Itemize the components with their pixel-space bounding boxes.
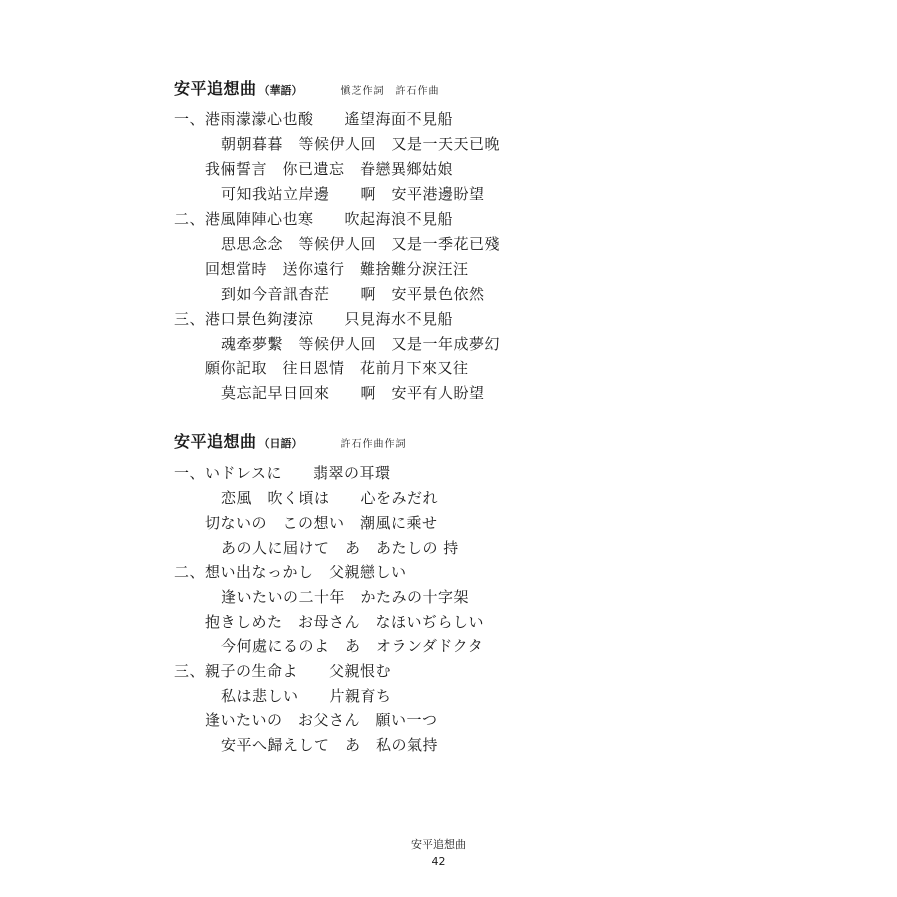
japanese-line: 今何處にるのよ あ オランダドクタ [221,637,484,655]
japanese-line: 安平へ歸えして あ 私の氣持 [221,736,439,754]
mandarin-line: 莫忘記早日回來 啊 安平有人盼望 [221,384,485,402]
mandarin-line: 思思念念 等候伊人回 又是一季花已殘 [221,235,501,253]
mandarin-line: 我倆誓言 你已遺忘 眷戀異鄉姑娘 [205,160,454,178]
japanese-line: 切ないの この想い 潮風に乘せ [205,514,438,532]
footer-title: 安平追想曲 [411,838,466,851]
japanese-line: 逢いたいの二十年 かたみの十字架 [221,588,470,606]
japanese-line: 一、いドレスに 翡翠の耳環 [174,464,391,482]
japanese-line: 私は悲しい 片親育ち [221,687,392,705]
mandarin-line: 一、港雨濛濛心也酸 遙望海面不見船 [174,110,454,128]
mandarin-line: 可知我站立岸邊 啊 安平港邊盼望 [221,185,485,203]
japanese-line: 三、親子の生命よ 父親恨む [174,662,392,680]
mandarin-line: 朝朝暮暮 等候伊人回 又是一天天已晚 [221,135,501,153]
mandarin-line: 到如今音訊杳茫 啊 安平景色依然 [221,285,485,303]
japanese-line: 抱きしめた お母さん なほいぢらしい [205,613,485,631]
japanese-line: 逢いたいの お父さん 願い一つ [205,711,438,729]
japanese-section-header [174,429,407,452]
page-number: 42 [431,855,446,868]
mandarin-subtitle: （華語） [258,84,303,97]
mandarin-line: 願你記取 往日恩情 花前月下來又往 [205,359,469,377]
japanese-line: 恋風 吹く頃は 心をみだれ [221,489,439,507]
mandarin-line: 二、港風陣陣心也寒 吹起海浪不見船 [174,210,454,228]
mandarin-line: 三、港口景色夠淒涼 只見海水不見船 [174,310,454,328]
mandarin-line: 魂牽夢繫 等候伊人回 又是一年成夢幻 [221,335,501,353]
mandarin-line: 回想當時 送你遠行 難捨難分淚汪汪 [205,260,469,278]
japanese-title: 安平追想曲 [174,432,257,451]
japanese-line: 二、想い出なっかし 父親戀しい [174,563,407,581]
mandarin-section-header [174,76,440,99]
japanese-line: あの人に屆けて あ あたしの 持 [221,539,459,557]
japanese-subtitle: （日語） [258,437,303,450]
mandarin-credit: 愼芝作詞 許石作曲 [340,86,440,97]
mandarin-title: 安平追想曲 [174,79,257,98]
japanese-credit: 許石作曲作詞 [340,439,407,450]
